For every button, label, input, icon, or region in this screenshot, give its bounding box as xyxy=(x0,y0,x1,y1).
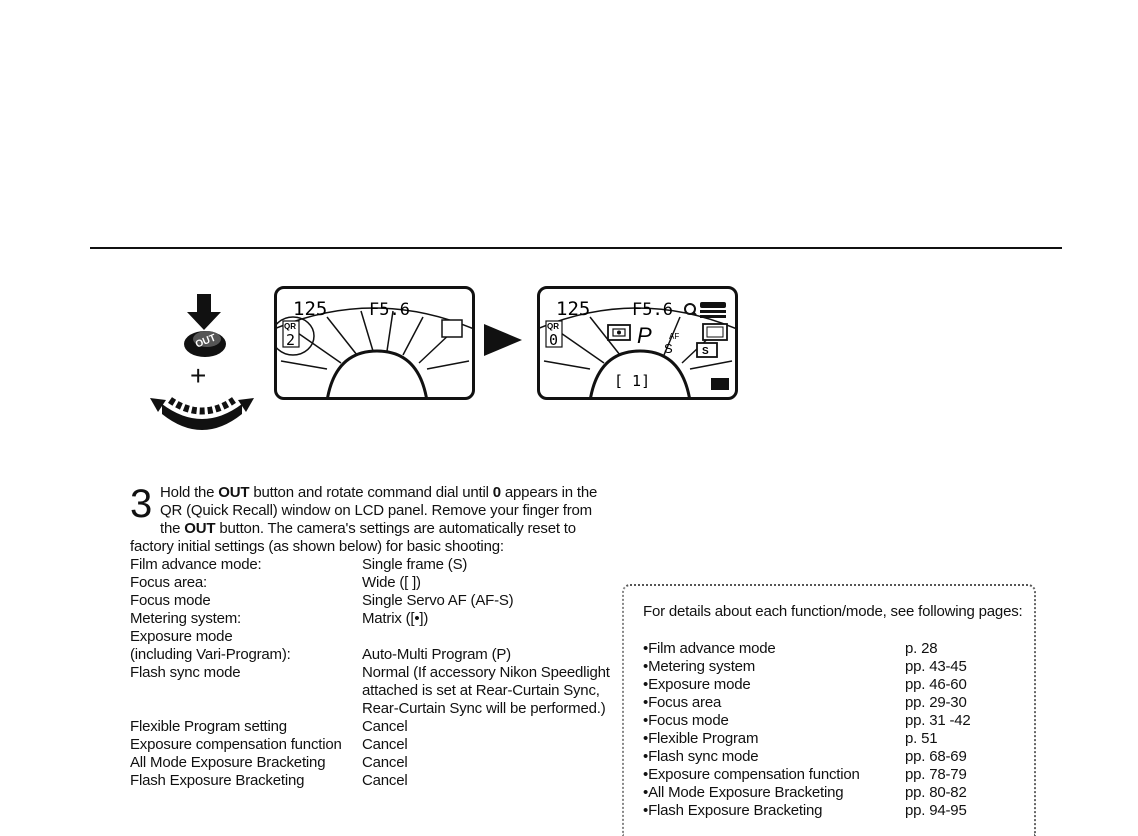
af-mode: S xyxy=(664,341,673,356)
exposure-indicator-icon xyxy=(711,378,729,390)
reference-label: • Flexible Program xyxy=(643,730,905,748)
setting-label: Exposure compensation function xyxy=(130,736,342,753)
reference-item xyxy=(643,802,1023,820)
settings-row xyxy=(130,754,610,772)
out-button-icon xyxy=(176,292,236,364)
shutter-speed: 125 xyxy=(556,298,591,320)
settings-row xyxy=(130,610,610,628)
setting-value: Cancel xyxy=(362,754,408,771)
setting-label: Focus area: xyxy=(130,574,208,591)
reference-item xyxy=(643,766,1023,784)
aperture: F5.6 xyxy=(632,300,673,320)
setting-value: Cancel xyxy=(362,736,408,753)
reference-pages: pp. 68-69 xyxy=(905,748,967,765)
setting-label: Exposure mode xyxy=(130,628,233,645)
quick-recall-icon xyxy=(685,304,696,315)
settings-row xyxy=(130,574,610,592)
step-text-1: Hold the xyxy=(160,484,219,501)
reference-item xyxy=(643,694,1023,712)
setting-label: Flexible Program setting xyxy=(130,718,287,735)
reference-pages: pp. 78-79 xyxy=(905,766,967,783)
step-text-4: button. The camera's settings are automatically reset to factory initial settings (as shown below) for basic shooting: xyxy=(130,520,576,555)
film-advance-bars-icon xyxy=(700,302,726,318)
plus-sign: + xyxy=(190,360,207,391)
reference-pages: p. 51 xyxy=(905,730,938,747)
step-3-instruction xyxy=(130,484,600,556)
reference-item xyxy=(643,748,1023,766)
lcd-panel-before xyxy=(274,286,475,400)
out-button-name: OUT xyxy=(218,484,250,501)
reference-pages: p. 28 xyxy=(905,640,938,657)
setting-label: Flash sync mode xyxy=(130,664,241,681)
setting-value: Matrix ([•]) xyxy=(362,610,429,627)
reference-label: • Flash sync mode xyxy=(643,748,905,766)
aperture: F5.6 xyxy=(369,300,410,320)
reference-pages: pp. 29-30 xyxy=(905,694,967,711)
out-label: OUT xyxy=(193,332,218,351)
reference-label: • Metering system xyxy=(643,658,905,676)
setting-label: (including Vari-Program): xyxy=(130,646,291,663)
settings-row xyxy=(130,736,610,754)
reference-pages: pp. 80-82 xyxy=(905,784,967,801)
default-settings-list xyxy=(130,556,610,790)
shutter-speed: 125 xyxy=(293,298,328,320)
reference-label: • Focus area xyxy=(643,694,905,712)
reference-pages: pp. 94-95 xyxy=(905,802,967,819)
reference-item xyxy=(643,784,1023,802)
settings-row xyxy=(130,628,610,646)
qr-label: QR xyxy=(547,322,559,331)
setting-value: Cancel xyxy=(362,772,408,789)
reference-pages: pp. 43-45 xyxy=(905,658,967,675)
reference-item xyxy=(643,730,1023,748)
film-advance-mode: S xyxy=(702,346,709,357)
qr-value: 0 xyxy=(549,331,559,349)
exposure-mode: P xyxy=(637,323,652,348)
matrix-metering-icon xyxy=(608,325,630,340)
step-text-2: button and rotate command dial until xyxy=(249,484,493,501)
frame-counter: [ 1] xyxy=(614,372,651,390)
settings-row xyxy=(130,556,610,574)
qr-value: 2 xyxy=(286,331,296,349)
step-text-3: appears in the QR (Quick Recall) window on LCD panel. Remove your finger from the xyxy=(160,484,598,537)
settings-row xyxy=(130,646,610,664)
setting-label: Flash Exposure Bracketing xyxy=(130,772,305,789)
right-arrow-icon xyxy=(484,324,524,356)
setting-value: Single Servo AF (AF-S) xyxy=(362,592,514,609)
setting-value: Cancel xyxy=(362,718,408,735)
settings-row xyxy=(130,592,610,610)
step-number: 3 xyxy=(130,482,153,526)
command-dial-icon xyxy=(146,394,258,440)
reference-intro: For details about each function/mode, see following pages: xyxy=(643,603,1023,620)
setting-value: Normal (If accessory Nikon Speedlight attached is set at Rear-Curtain Sync, Rear-Curtain Sync will be performed.) xyxy=(362,664,610,717)
af-label: AF xyxy=(669,332,680,341)
reference-label: • Exposure mode xyxy=(643,676,905,694)
reference-label: • Focus mode xyxy=(643,712,905,730)
setting-label: Focus mode xyxy=(130,592,211,609)
reference-label: • All Mode Exposure Bracketing xyxy=(643,784,905,802)
reference-pages: pp. 31 -42 xyxy=(905,712,971,729)
qr-label: QR xyxy=(284,322,296,331)
setting-value: Single frame (S) xyxy=(362,556,468,573)
reference-list xyxy=(643,640,1023,820)
reference-label: • Film advance mode xyxy=(643,640,905,658)
settings-row xyxy=(130,718,610,736)
settings-row xyxy=(130,664,610,718)
out-button-name: OUT xyxy=(184,520,216,537)
setting-label: Film advance mode: xyxy=(130,556,262,573)
reference-label: • Flash Exposure Bracketing xyxy=(643,802,905,820)
reference-item xyxy=(643,640,1023,658)
lcd-panel-after xyxy=(537,286,738,400)
focus-area-wide-icon xyxy=(703,324,727,340)
reference-item xyxy=(643,658,1023,676)
setting-value: Wide ([ ]) xyxy=(362,574,421,591)
setting-value xyxy=(362,628,610,646)
setting-label: All Mode Exposure Bracketing xyxy=(130,754,326,771)
qr-zero-value: 0 xyxy=(492,484,501,501)
setting-value: Auto-Multi Program (P) xyxy=(362,646,511,663)
settings-row xyxy=(130,772,610,790)
reference-pages: pp. 46-60 xyxy=(905,676,967,693)
reference-label: • Exposure compensation function xyxy=(643,766,905,784)
reference-item xyxy=(643,676,1023,694)
setting-label: Metering system: xyxy=(130,610,241,627)
reference-item xyxy=(643,712,1023,730)
top-rule xyxy=(90,247,1062,249)
